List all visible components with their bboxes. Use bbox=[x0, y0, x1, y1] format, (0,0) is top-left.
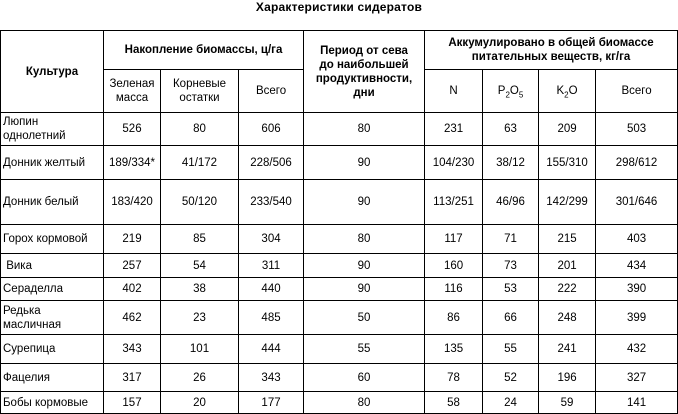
p2o5-value: 46/96 bbox=[483, 180, 539, 225]
period-value: 60 bbox=[304, 364, 425, 392]
n-value: 113/251 bbox=[425, 180, 483, 225]
green-mass-value: 219 bbox=[104, 225, 161, 254]
period-value: 90 bbox=[304, 254, 425, 278]
period-value: 80 bbox=[304, 113, 425, 146]
table-row bbox=[1, 113, 678, 146]
header-period-line: продуктивности, bbox=[315, 72, 413, 85]
p2o5-value: 63 bbox=[483, 113, 539, 146]
k2o-value: 59 bbox=[539, 392, 596, 414]
green-mass-value: 402 bbox=[104, 278, 161, 301]
green-mass-value: 157 bbox=[104, 392, 161, 414]
root-residue-value: 23 bbox=[161, 301, 239, 335]
nutrients-total-value: 390 bbox=[596, 278, 678, 301]
period-value: 90 bbox=[304, 278, 425, 301]
period-value: 80 bbox=[304, 225, 425, 254]
biomass-total-value: 304 bbox=[239, 225, 304, 254]
table-row bbox=[1, 278, 678, 301]
k2o-value: 215 bbox=[539, 225, 596, 254]
header-p-sub: 5 bbox=[518, 90, 524, 100]
table-row bbox=[1, 180, 678, 225]
header-nutrients-line: Аккумулировано в общей биомассе bbox=[448, 37, 654, 49]
nutrients-total-value: 432 bbox=[596, 335, 678, 364]
k2o-value: 201 bbox=[539, 254, 596, 278]
period-value: 80 bbox=[304, 392, 425, 414]
header-p-letter: P bbox=[497, 85, 506, 97]
biomass-total-value: 444 bbox=[239, 335, 304, 364]
k2o-value: 142/299 bbox=[539, 180, 596, 225]
n-value: 135 bbox=[425, 335, 483, 364]
period-value: 90 bbox=[304, 146, 425, 180]
header-k-sub: 2 bbox=[564, 90, 569, 100]
header-p2o5 bbox=[483, 70, 539, 113]
culture-name: Сурепица bbox=[1, 335, 104, 364]
table-row bbox=[1, 225, 678, 254]
header-root-line: остатки bbox=[179, 92, 220, 104]
header-root-residue bbox=[161, 70, 239, 113]
header-root-line: Корневые bbox=[172, 78, 226, 90]
green-mass-value: 526 bbox=[104, 113, 161, 146]
root-residue-value: 54 bbox=[161, 254, 239, 278]
header-k2o bbox=[539, 70, 596, 113]
nutrients-total-value: 298/612 bbox=[596, 146, 678, 180]
n-value: 160 bbox=[425, 254, 483, 278]
biomass-total-value: 177 bbox=[239, 392, 304, 414]
root-residue-value: 20 bbox=[161, 392, 239, 414]
siderates-table bbox=[0, 30, 678, 414]
culture-name-line: масличная bbox=[3, 318, 62, 331]
culture-name bbox=[1, 301, 104, 335]
k2o-value: 222 bbox=[539, 278, 596, 301]
table-row bbox=[1, 364, 678, 392]
culture-name-line: Люпин bbox=[3, 116, 39, 128]
period-value: 50 bbox=[304, 301, 425, 335]
header-nutrients-total: Всего bbox=[596, 70, 678, 113]
header-biomass-group: Накопление биомассы, ц/га bbox=[104, 31, 304, 70]
header-green-line: масса bbox=[115, 92, 149, 104]
k2o-value: 209 bbox=[539, 113, 596, 146]
biomass-total-value: 311 bbox=[239, 254, 304, 278]
nutrients-total-value: 399 bbox=[596, 301, 678, 335]
header-culture: Культура bbox=[1, 31, 104, 113]
p2o5-value: 38/12 bbox=[483, 146, 539, 180]
root-residue-value: 101 bbox=[161, 335, 239, 364]
p2o5-value: 52 bbox=[483, 364, 539, 392]
table-row bbox=[1, 254, 678, 278]
nutrients-total-value: 301/646 bbox=[596, 180, 678, 225]
table-row bbox=[1, 146, 678, 180]
header-period-line: Период от сева bbox=[320, 44, 408, 57]
n-value: 116 bbox=[425, 278, 483, 301]
k2o-value: 241 bbox=[539, 335, 596, 364]
culture-name: Бобы кормовые bbox=[1, 392, 104, 414]
p2o5-value: 53 bbox=[483, 278, 539, 301]
period-value: 90 bbox=[304, 180, 425, 225]
p2o5-value: 55 bbox=[483, 335, 539, 364]
biomass-total-value: 343 bbox=[239, 364, 304, 392]
nutrients-total-value: 434 bbox=[596, 254, 678, 278]
header-nutrients-group bbox=[425, 31, 678, 70]
k2o-value: 196 bbox=[539, 364, 596, 392]
p2o5-value: 24 bbox=[483, 392, 539, 414]
biomass-total-value: 606 bbox=[239, 113, 304, 146]
biomass-total-value: 440 bbox=[239, 278, 304, 301]
k2o-value: 155/310 bbox=[539, 146, 596, 180]
header-k-o: O bbox=[568, 85, 578, 97]
header-biomass-total: Всего bbox=[239, 70, 304, 113]
culture-name-line: однолетний bbox=[3, 130, 66, 142]
green-mass-value: 317 bbox=[104, 364, 161, 392]
header-period bbox=[304, 31, 425, 113]
p2o5-value: 71 bbox=[483, 225, 539, 254]
root-residue-value: 38 bbox=[161, 278, 239, 301]
header-row-1 bbox=[1, 31, 678, 70]
nutrients-total-value: 503 bbox=[596, 113, 678, 146]
green-mass-value: 462 bbox=[104, 301, 161, 335]
p2o5-value: 73 bbox=[483, 254, 539, 278]
culture-name: Фацелия bbox=[1, 364, 104, 392]
n-value: 58 bbox=[425, 392, 483, 414]
green-mass-value: 343 bbox=[104, 335, 161, 364]
root-residue-value: 85 bbox=[161, 225, 239, 254]
culture-name: Горох кормовой bbox=[1, 225, 104, 254]
period-value: 55 bbox=[304, 335, 425, 364]
table-row bbox=[1, 301, 678, 335]
header-period-line: до наибольшей bbox=[319, 58, 409, 71]
header-p-sub: 2 bbox=[505, 90, 510, 100]
k2o-value: 248 bbox=[539, 301, 596, 335]
table-row bbox=[1, 392, 678, 414]
header-k-letter: K bbox=[556, 85, 565, 97]
culture-name-line: Редька bbox=[3, 304, 41, 317]
biomass-total-value: 485 bbox=[239, 301, 304, 335]
root-residue-value: 50/120 bbox=[161, 180, 239, 225]
page-title: Характеристики сидератов bbox=[255, 0, 423, 14]
culture-name: Донник белый bbox=[1, 180, 104, 225]
biomass-total-value: 233/540 bbox=[239, 180, 304, 225]
header-nutrients-line: питательных веществ, кг/га bbox=[471, 51, 631, 63]
green-mass-value: 189/334* bbox=[104, 146, 161, 180]
root-residue-value: 26 bbox=[161, 364, 239, 392]
n-value: 104/230 bbox=[425, 146, 483, 180]
nutrients-total-value: 327 bbox=[596, 364, 678, 392]
green-mass-value: 183/420 bbox=[104, 180, 161, 225]
p2o5-value: 66 bbox=[483, 301, 539, 335]
nutrients-total-value: 141 bbox=[596, 392, 678, 414]
nutrients-total-value: 403 bbox=[596, 225, 678, 254]
header-green-line: Зеленая bbox=[109, 78, 155, 90]
culture-name bbox=[1, 113, 104, 146]
biomass-total-value: 228/506 bbox=[239, 146, 304, 180]
header-p-o: O bbox=[509, 85, 519, 97]
header-period-line: дни bbox=[353, 86, 375, 99]
culture-name: Сераделла bbox=[1, 278, 104, 301]
n-value: 78 bbox=[425, 364, 483, 392]
header-green-mass bbox=[104, 70, 161, 113]
culture-name: Донник желтый bbox=[1, 146, 104, 180]
n-value: 231 bbox=[425, 113, 483, 146]
green-mass-value: 257 bbox=[104, 254, 161, 278]
n-value: 86 bbox=[425, 301, 483, 335]
root-residue-value: 41/172 bbox=[161, 146, 239, 180]
table-row bbox=[1, 335, 678, 364]
root-residue-value: 80 bbox=[161, 113, 239, 146]
header-n: N bbox=[425, 70, 483, 113]
culture-name: Вика bbox=[1, 254, 104, 278]
n-value: 117 bbox=[425, 225, 483, 254]
